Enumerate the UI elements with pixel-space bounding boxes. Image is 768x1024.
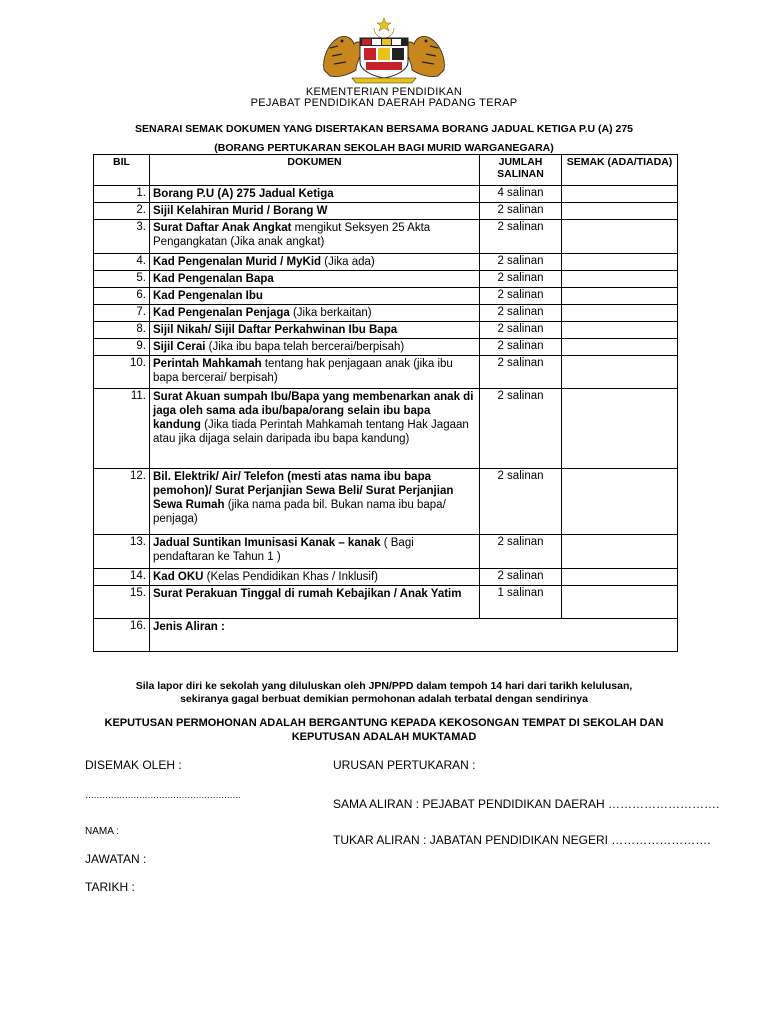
table-row xyxy=(94,586,678,619)
row-number: 9. xyxy=(94,339,150,356)
document-name: Sijil Kelahiran Murid / Borang W xyxy=(153,205,328,217)
header-dokumen: DOKUMEN xyxy=(150,155,480,186)
document-cell xyxy=(150,271,480,288)
document-name: Kad Pengenalan Bapa xyxy=(153,273,274,285)
document-cell xyxy=(150,322,480,339)
row-number: 13. xyxy=(94,535,150,569)
document-note: (Jika ada) xyxy=(321,256,375,268)
row-number: 5. xyxy=(94,271,150,288)
check-cell[interactable] xyxy=(562,271,678,288)
document-cell xyxy=(150,586,480,619)
document-name: Bil. Elektrik/ Air/ Telefon (mesti atas nama ibu bapa pemohon)/ Surat Perjanjian Sewa Beli/ Surat Perjanjian Sewa Rumah xyxy=(153,471,454,511)
check-cell[interactable] xyxy=(562,220,678,254)
document-checklist-table xyxy=(93,154,678,652)
document-cell xyxy=(150,569,480,586)
document-cell xyxy=(150,305,480,322)
row-number: 1. xyxy=(94,186,150,203)
copies-required: 2 salinan xyxy=(480,569,562,586)
copies-required: 2 salinan xyxy=(480,288,562,305)
table-header-row xyxy=(94,155,678,186)
document-cell xyxy=(150,339,480,356)
table-row xyxy=(94,305,678,322)
copies-required: 2 salinan xyxy=(480,389,562,469)
document-cell xyxy=(150,535,480,569)
check-cell[interactable] xyxy=(562,203,678,220)
document-cell xyxy=(150,356,480,389)
check-cell[interactable] xyxy=(562,339,678,356)
document-name: Sijil Cerai xyxy=(153,341,206,353)
copies-required: 2 salinan xyxy=(480,322,562,339)
name-label: NAMA : xyxy=(85,826,119,837)
document-name: Perintah Mahkamah xyxy=(153,358,262,370)
same-stream-line: SAMA ALIRAN : PEJABAT PENDIDIKAN DAERAH ………………………. xyxy=(333,797,720,811)
table-row xyxy=(94,619,678,652)
document-subtitle: (BORANG PERTUKARAN SEKOLAH BAGI MURID WARGANEGARA) xyxy=(214,142,554,154)
agency-name: KEMENTERIAN PENDIDIKAN xyxy=(305,86,463,98)
check-cell[interactable] xyxy=(562,469,678,535)
transfer-matter-label: URUSAN PERTUKARAN : xyxy=(333,758,476,772)
row-number: 7. xyxy=(94,305,150,322)
document-note: (Kelas Pendidikan Khas / Inklusif) xyxy=(203,571,378,583)
header-bil: BIL xyxy=(94,155,150,186)
row-number: 2. xyxy=(94,203,150,220)
table-row xyxy=(94,288,678,305)
row-number: 15. xyxy=(94,586,150,619)
document-name: Jadual Suntikan Imunisasi Kanak – kanak xyxy=(153,537,381,549)
check-cell[interactable] xyxy=(562,288,678,305)
copies-required: 2 salinan xyxy=(480,339,562,356)
check-cell[interactable] xyxy=(562,322,678,339)
document-cell xyxy=(150,469,480,535)
document-name: Kad Pengenalan Murid / MyKid xyxy=(153,256,322,268)
row-number: 3. xyxy=(94,220,150,254)
document-title: SENARAI SEMAK DOKUMEN YANG DISERTAKAN BERSAMA BORANG JADUAL KETIGA P.U (A) 275 xyxy=(134,123,634,135)
document-note: (Jika tiada Perintah Mahkamah tentang Hak Jagaan atau jika dijaga selain daripada ibu bapa kandung) xyxy=(153,419,469,445)
copies-required: 2 salinan xyxy=(480,305,562,322)
document-name: Kad Pengenalan Penjaga xyxy=(153,307,290,319)
document-note: tentang hak penjagaan anak (jika ibu bapa bercerai/ berpisah) xyxy=(153,358,453,384)
copies-required: 1 salinan xyxy=(480,586,562,619)
document-name: Kad OKU xyxy=(153,571,204,583)
coat-of-arms-logo xyxy=(316,18,452,84)
row-number: 6. xyxy=(94,288,150,305)
document-cell xyxy=(150,186,480,203)
document-cell xyxy=(150,203,480,220)
decision-statement-continued: KEPUTUSAN ADALAH MUKTAMAD xyxy=(291,731,477,743)
date-label: TARIKH : xyxy=(85,880,135,894)
position-label: JAWATAN : xyxy=(85,852,147,866)
table-row xyxy=(94,220,678,254)
check-cell[interactable] xyxy=(562,535,678,569)
table-row xyxy=(94,339,678,356)
report-notice: Sila lapor diri ke sekolah yang diluluskan oleh JPN/PPD dalam tempoh 14 hari dari tarikh kelulusan, xyxy=(135,680,633,692)
check-cell[interactable] xyxy=(562,356,678,389)
document-note: ( Bagi pendaftaran ke Tahun 1 ) xyxy=(153,537,414,563)
check-cell[interactable] xyxy=(562,569,678,586)
check-cell[interactable] xyxy=(562,586,678,619)
check-cell[interactable] xyxy=(562,254,678,271)
checked-by-label: DISEMAK OLEH : xyxy=(85,758,182,772)
document-note: (Jika berkaitan) xyxy=(289,307,372,319)
document-note: (Jika ibu bapa telah bercerai/berpisah) xyxy=(205,341,405,353)
document-cell xyxy=(150,288,480,305)
document-name: Kad Pengenalan Ibu xyxy=(153,290,263,302)
signature-line: ………………………………………………. xyxy=(85,790,241,800)
document-cell xyxy=(150,220,480,254)
document-cell xyxy=(150,389,480,469)
row-number: 16. xyxy=(94,619,150,652)
header-semak: SEMAK (ADA/TIADA) xyxy=(562,155,678,186)
table-row xyxy=(94,254,678,271)
row-number: 12. xyxy=(94,469,150,535)
document-note: mengikut Seksyen 25 Akta Pengangkatan (Jika anak angkat) xyxy=(153,222,431,248)
change-stream-line: TUKAR ALIRAN : JABATAN PENDIDIKAN NEGERI ……………………. xyxy=(333,833,711,847)
row-number: 10. xyxy=(94,356,150,389)
check-cell[interactable] xyxy=(562,305,678,322)
report-notice-continued: sekiranya gagal berbuat demikian permohonan adalah terbatal dengan sendirinya xyxy=(180,693,588,705)
table-row xyxy=(94,535,678,569)
document-name: Surat Perakuan Tinggal di rumah Kebajikan / Anak Yatim xyxy=(153,588,462,600)
check-cell[interactable] xyxy=(562,389,678,469)
copies-required: 2 salinan xyxy=(480,356,562,389)
table-row xyxy=(94,389,678,469)
document-note: (jika nama pada bil. Bukan nama ibu bapa/ penjaga) xyxy=(153,499,446,525)
district-office-name: PEJABAT PENDIDIKAN DAERAH PADANG TERAP xyxy=(250,97,518,109)
document-name: Borang P.U (A) 275 Jadual Ketiga xyxy=(153,188,334,200)
copies-required: 2 salinan xyxy=(480,203,562,220)
row-number: 11. xyxy=(94,389,150,469)
table-row xyxy=(94,203,678,220)
copies-required: 2 salinan xyxy=(480,469,562,535)
copies-required: 2 salinan xyxy=(480,220,562,254)
copies-required: 2 salinan xyxy=(480,271,562,288)
row-number: 14. xyxy=(94,569,150,586)
copies-required: 2 salinan xyxy=(480,535,562,569)
copies-required: 2 salinan xyxy=(480,254,562,271)
document-name: Surat Daftar Anak Angkat xyxy=(153,222,292,234)
table-row xyxy=(94,186,678,203)
table-row xyxy=(94,322,678,339)
copies-required: 4 salinan xyxy=(480,186,562,203)
table-row xyxy=(94,271,678,288)
table-row xyxy=(94,569,678,586)
row-number: 4. xyxy=(94,254,150,271)
decision-statement: KEPUTUSAN PERMOHONAN ADALAH BERGANTUNG KEPADA KEKOSONGAN TEMPAT DI SEKOLAH DAN xyxy=(104,717,664,729)
check-cell[interactable] xyxy=(562,186,678,203)
table-row xyxy=(94,356,678,389)
document-cell xyxy=(150,254,480,271)
document-name: Surat Akuan sumpah Ibu/Bapa yang membenarkan anak di jaga oleh sama ada ibu/bapa/orang selain ibu bapa kandung xyxy=(153,391,474,431)
header-jumlah-salinan: JUMLAH SALINAN xyxy=(480,155,562,186)
document-name: Jenis Aliran : xyxy=(153,621,225,633)
document-cell xyxy=(150,619,678,652)
table-row xyxy=(94,469,678,535)
document-name: Sijil Nikah/ Sijil Daftar Perkahwinan Ibu Bapa xyxy=(153,324,398,336)
row-number: 8. xyxy=(94,322,150,339)
